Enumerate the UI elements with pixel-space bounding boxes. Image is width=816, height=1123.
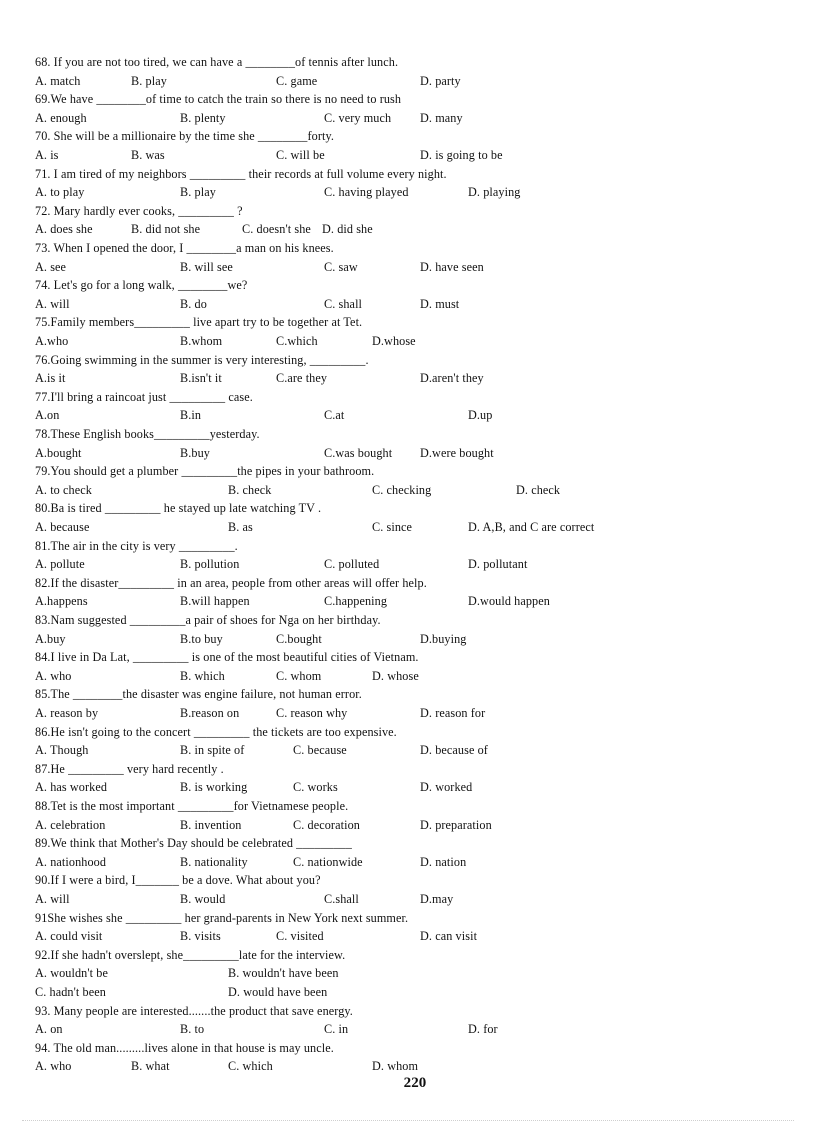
answer-option-90-c: C.shall	[324, 892, 359, 906]
answer-option-86-d: D. because of	[420, 743, 488, 757]
answer-option-94-a: A. who	[35, 1059, 72, 1073]
answer-option-75-c: C.which	[276, 334, 318, 348]
answer-option-78-d: D.were bought	[420, 446, 494, 460]
page-bottom-rule	[22, 1120, 794, 1121]
answer-option-77-b: B.in	[180, 408, 202, 422]
answer-option-69-c: C. very much	[324, 111, 392, 125]
question-stem-70: 70. She will be a millionaire by the time she ________forty.	[35, 129, 335, 143]
answer-option-81-d: D. pollutant	[468, 557, 528, 571]
question-stem-90: 90.If I were a bird, I_______ be a dove. What about you?	[35, 873, 321, 887]
answer-option-85-d: D. reason for	[420, 706, 486, 720]
answer-option-71-c: C. having played	[324, 185, 409, 199]
answer-option-73-b: B. will see	[180, 260, 233, 274]
question-stem-71: 71. I am tired of my neighbors _________ their records at full volume every night.	[35, 167, 447, 181]
answer-option-72-a: A. does she	[35, 222, 93, 236]
answer-option-87-a: A. has worked	[35, 780, 108, 794]
question-stem-84: 84.I live in Da Lat, _________ is one of the most beautiful cities of Vietnam.	[35, 650, 419, 664]
answer-option-82-b: B.will happen	[180, 594, 250, 608]
answer-option-79-a: A. to check	[35, 483, 92, 497]
answer-option-70-b: B. was	[131, 148, 165, 162]
question-stem-69: 69.We have ________of time to catch the train so there is no need to rush	[35, 92, 402, 106]
answer-option-68-d: D. party	[420, 74, 461, 88]
question-stem-85: 85.The ________the disaster was engine failure, not human error.	[35, 687, 362, 701]
answer-option-83-c: C.bought	[276, 632, 322, 646]
answer-option-73-d: D. have seen	[420, 260, 484, 274]
answer-option-91-a: A. could visit	[35, 929, 103, 943]
answer-option-74-a: A. will	[35, 297, 70, 311]
answer-option-83-a: A.buy	[35, 632, 66, 646]
answer-option-92-b: B. wouldn't have been	[228, 966, 339, 980]
answer-option-91-d: D. can visit	[420, 929, 478, 943]
answer-option-93-c: C. in	[324, 1022, 349, 1036]
answer-option-85-b: B.reason on	[180, 706, 240, 720]
answer-option-87-c: C. works	[293, 780, 338, 794]
answer-option-92-a: A. wouldn't be	[35, 966, 108, 980]
answer-option-88-b: B. invention	[180, 818, 242, 832]
answer-option-92-d: D. would have been	[228, 985, 328, 999]
answer-option-70-a: A. is	[35, 148, 59, 162]
answer-option-70-c: C. will be	[276, 148, 325, 162]
answer-option-72-b: B. did not she	[131, 222, 201, 236]
answer-option-90-b: B. would	[180, 892, 226, 906]
answer-option-68-a: A. match	[35, 74, 81, 88]
question-stem-93: 93. Many people are interested.......the product that save energy.	[35, 1004, 353, 1018]
answer-option-80-a: A. because	[35, 520, 90, 534]
answer-option-82-d: D.would happen	[468, 594, 550, 608]
answer-option-71-b: B. play	[180, 185, 216, 199]
answer-option-94-b: B. what	[131, 1059, 170, 1073]
answer-option-80-b: B. as	[228, 520, 253, 534]
answer-option-71-a: A. to play	[35, 185, 85, 199]
answer-option-68-b: B. play	[131, 74, 167, 88]
answer-option-86-c: C. because	[293, 743, 347, 757]
answer-option-74-d: D. must	[420, 297, 460, 311]
answer-option-75-d: D.whose	[372, 334, 416, 348]
answer-option-76-a: A.is it	[35, 371, 66, 385]
answer-option-81-a: A. pollute	[35, 557, 85, 571]
answer-option-84-a: A. who	[35, 669, 72, 683]
answer-option-74-c: C. shall	[324, 297, 363, 311]
answer-option-87-b: B. is working	[180, 780, 248, 794]
answer-option-77-d: D.up	[468, 408, 493, 422]
question-stem-83: 83.Nam suggested _________a pair of shoes for Nga on her birthday.	[35, 613, 381, 627]
question-stem-78: 78.These English books_________yesterday.	[35, 427, 260, 441]
answer-option-93-a: A. on	[35, 1022, 63, 1036]
answer-option-69-d: D. many	[420, 111, 463, 125]
answer-option-90-d: D.may	[420, 892, 454, 906]
answer-option-84-d: D. whose	[372, 669, 419, 683]
answer-option-69-a: A. enough	[35, 111, 87, 125]
answer-option-90-a: A. will	[35, 892, 70, 906]
answer-option-78-a: A.bought	[35, 446, 82, 460]
answer-option-84-b: B. which	[180, 669, 225, 683]
answer-option-92-c: C. hadn't been	[35, 985, 106, 999]
answer-option-94-d: D. whom	[372, 1059, 419, 1073]
answer-option-94-c: C. which	[228, 1059, 273, 1073]
answer-option-70-d: D. is going to be	[420, 148, 503, 162]
answer-option-78-c: C.was bought	[324, 446, 393, 460]
answer-option-80-d: D. A,B, and C are correct	[468, 520, 595, 534]
answer-option-89-c: C. nationwide	[293, 855, 363, 869]
answer-option-79-d: D. check	[516, 483, 561, 497]
answer-option-82-a: A.happens	[35, 594, 88, 608]
answer-option-68-c: C. game	[276, 74, 318, 88]
question-stem-81: 81.The air in the city is very _________.	[35, 539, 238, 553]
answer-option-75-a: A.who	[35, 334, 69, 348]
answer-option-73-a: A. see	[35, 260, 67, 274]
answer-option-83-d: D.buying	[420, 632, 467, 646]
answer-option-81-b: B. pollution	[180, 557, 240, 571]
answer-option-69-b: B. plenty	[180, 111, 226, 125]
answer-option-72-c: C. doesn't she	[242, 222, 311, 236]
answer-option-76-c: C.are they	[276, 371, 328, 385]
question-stem-88: 88.Tet is the most important _________for Vietnamese people.	[35, 799, 349, 813]
question-stem-82: 82.If the disaster_________ in an area, people from other areas will offer help.	[35, 576, 427, 590]
answer-option-74-b: B. do	[180, 297, 207, 311]
question-stem-89: 89.We think that Mother's Day should be celebrated _________	[35, 836, 352, 850]
question-stem-94: 94. The old man.........lives alone in that house is may uncle.	[35, 1041, 334, 1055]
answer-option-89-a: A. nationhood	[35, 855, 107, 869]
answer-option-93-d: D. for	[468, 1022, 498, 1036]
question-stem-87: 87.He _________ very hard recently .	[35, 762, 224, 776]
answer-option-82-c: C.happening	[324, 594, 388, 608]
question-stem-73: 73. When I opened the door, I ________a man on his knees.	[35, 241, 334, 255]
answer-option-86-a: A. Though	[35, 743, 89, 757]
question-stem-76: 76.Going swimming in the summer is very interesting, _________.	[35, 353, 369, 367]
question-stem-68: 68. If you are not too tired, we can have a ________of tennis after lunch.	[35, 55, 399, 69]
page-number: 220	[403, 1075, 427, 1091]
answer-option-88-d: D. preparation	[420, 818, 492, 832]
question-stem-91: 91She wishes she _________ her grand-parents in New York next summer.	[35, 911, 409, 925]
answer-option-93-b: B. to	[180, 1022, 205, 1036]
answer-option-73-c: C. saw	[324, 260, 358, 274]
answer-option-81-c: C. polluted	[324, 557, 380, 571]
answer-option-79-b: B. check	[228, 483, 272, 497]
question-stem-75: 75.Family members_________ live apart try to be together at Tet.	[35, 315, 363, 329]
answer-option-83-b: B.to buy	[180, 632, 223, 646]
answer-option-86-b: B. in spite of	[180, 743, 245, 757]
answer-option-77-a: A.on	[35, 408, 60, 422]
answer-option-72-d: D. did she	[322, 222, 373, 236]
answer-option-75-b: B.whom	[180, 334, 223, 348]
answer-option-85-a: A. reason by	[35, 706, 99, 720]
answer-option-84-c: C. whom	[276, 669, 322, 683]
answer-option-88-c: C. decoration	[293, 818, 360, 832]
answer-option-76-d: D.aren't they	[420, 371, 484, 385]
answer-option-89-d: D. nation	[420, 855, 467, 869]
answer-option-77-c: C.at	[324, 408, 345, 422]
answer-option-78-b: B.buy	[180, 446, 210, 460]
question-stem-74: 74. Let's go for a long walk, ________we?	[35, 278, 248, 292]
answer-option-89-b: B. nationality	[180, 855, 248, 869]
question-stem-80: 80.Ba is tired _________ he stayed up late watching TV .	[35, 501, 322, 515]
answer-option-79-c: C. checking	[372, 483, 432, 497]
answer-option-91-c: C. visited	[276, 929, 324, 943]
answer-option-80-c: C. since	[372, 520, 413, 534]
answer-option-71-d: D. playing	[468, 185, 521, 199]
question-stem-79: 79.You should get a plumber _________the pipes in your bathroom.	[35, 464, 375, 478]
answer-option-88-a: A. celebration	[35, 818, 106, 832]
question-stem-92: 92.If she hadn't overslept, she_________late for the interview.	[35, 948, 346, 962]
answer-option-85-c: C. reason why	[276, 706, 348, 720]
answer-option-87-d: D. worked	[420, 780, 473, 794]
question-stem-86: 86.He isn't going to the concert _________ the tickets are too expensive.	[35, 725, 397, 739]
answer-option-76-b: B.isn't it	[180, 371, 222, 385]
answer-option-91-b: B. visits	[180, 929, 221, 943]
question-stem-72: 72. Mary hardly ever cooks, _________ ?	[35, 204, 243, 218]
question-stem-77: 77.I'll bring a raincoat just _________ case.	[35, 390, 253, 404]
